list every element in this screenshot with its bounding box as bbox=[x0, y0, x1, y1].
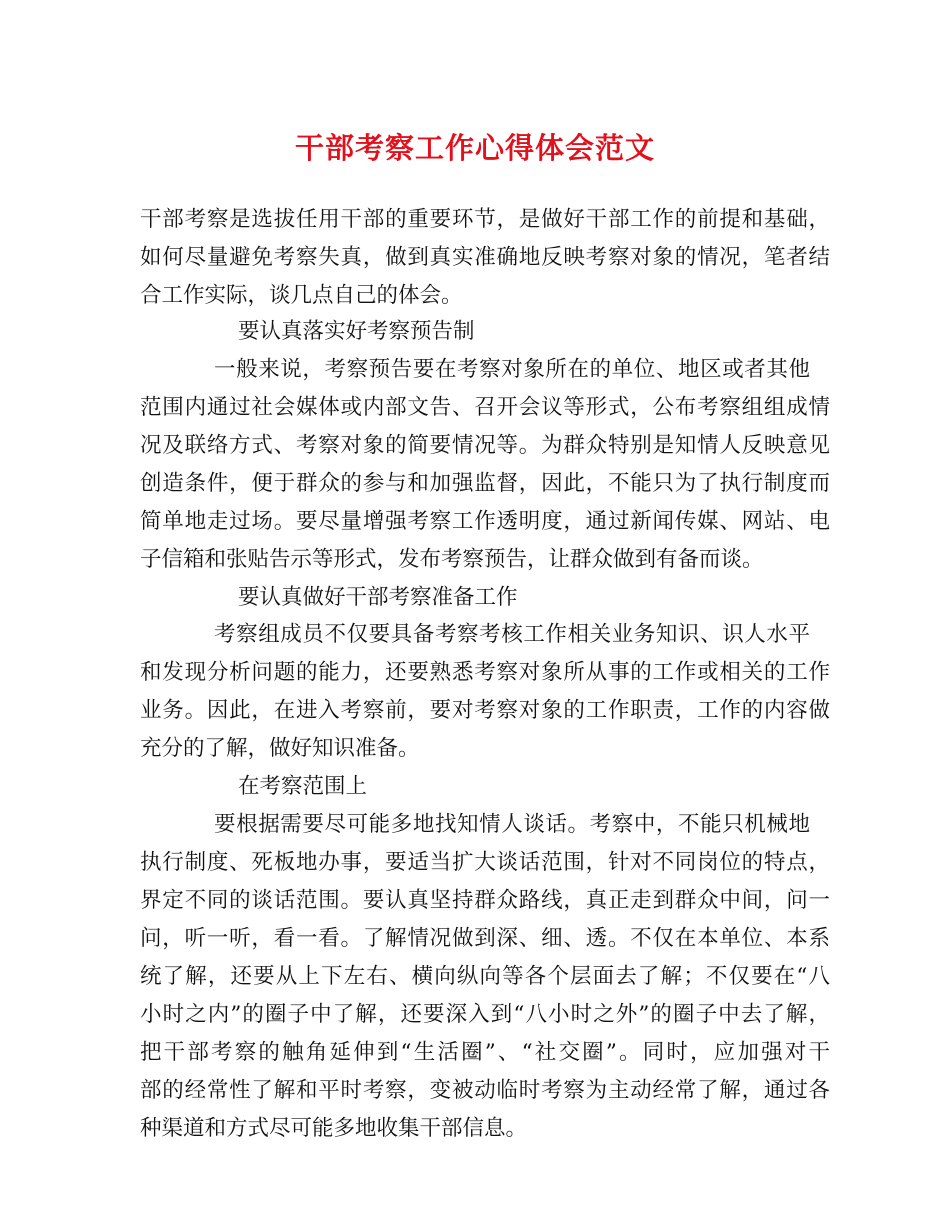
paragraph-line: 和发现分析问题的能力，还要熟悉考察对象所从事的工作或相关的工作 bbox=[140, 660, 830, 685]
paragraph-line: 执行制度、死板地办事，要适当扩大谈话范围，针对不同岗位的特点， bbox=[140, 850, 830, 875]
paragraph-line: 简单地走过场。要尽量增强考察工作透明度，通过新闻传媒、网站、电 bbox=[140, 509, 830, 534]
paragraph-line: 把干部考察的触角延伸到“生活圈”、“社交圈”。同时，应加强对干 bbox=[140, 1040, 830, 1065]
paragraph-line: 一般来说，考察预告要在考察对象所在的单位、地区或者其他 bbox=[214, 357, 810, 382]
section-heading: 要认真做好干部考察准备工作 bbox=[238, 585, 518, 610]
paragraph-line: 小时之内”的圈子中了解，还要深入到“八小时之外”的圈子中去了解， bbox=[140, 1002, 830, 1027]
intro-line: 如何尽量避免考察失真，做到真实准确地反映考察对象的情况，笔者结 bbox=[140, 245, 830, 270]
intro-line: 合工作实际，谈几点自己的体会。 bbox=[140, 283, 463, 308]
intro-line: 干部考察是选拔任用干部的重要环节，是做好干部工作的前提和基础， bbox=[140, 207, 830, 232]
paragraph-line: 部的经常性了解和平时考察，变被动临时考察为主动经常了解，通过各 bbox=[140, 1078, 830, 1103]
paragraph-line: 范围内通过社会媒体或内部文告、召开会议等形式，公布考察组组成情 bbox=[140, 395, 830, 420]
paragraph-line: 业务。因此，在进入考察前，要对考察对象的工作职责，工作的内容做 bbox=[140, 698, 830, 723]
paragraph-line: 界定不同的谈话范围。要认真坚持群众路线，真正走到群众中间，问一 bbox=[140, 888, 830, 913]
paragraph-line: 要根据需要尽可能多地找知情人谈话。考察中，不能只机械地 bbox=[214, 812, 810, 837]
document-title: 干部考察工作心得体会范文 bbox=[294, 131, 655, 165]
paragraph-line: 统了解，还要从上下左右、横向纵向等各个层面去了解；不仅要在“八 bbox=[140, 964, 830, 989]
paragraph-line: 充分的了解，做好知识准备。 bbox=[140, 736, 420, 761]
paragraph-line: 子信箱和张贴告示等形式，发布考察预告，让群众做到有备而谈。 bbox=[140, 547, 764, 572]
paragraph-line: 问，听一听，看一看。了解情况做到深、细、透。不仅在本单位、本系 bbox=[140, 926, 830, 951]
section-heading: 要认真落实好考察预告制 bbox=[238, 319, 475, 344]
paragraph-line: 考察组成员不仅要具备考察考核工作相关业务知识、识人水平 bbox=[214, 622, 810, 647]
paragraph-line: 种渠道和方式尽可能多地收集干部信息。 bbox=[140, 1116, 528, 1141]
paragraph-line: 创造条件，便于群众的参与和加强监督，因此，不能只为了执行制度而 bbox=[140, 471, 830, 496]
paragraph-line: 况及联络方式、考察对象的简要情况等。为群众特别是知情人反映意见 bbox=[140, 433, 830, 458]
section-heading: 在考察范围上 bbox=[238, 774, 368, 799]
